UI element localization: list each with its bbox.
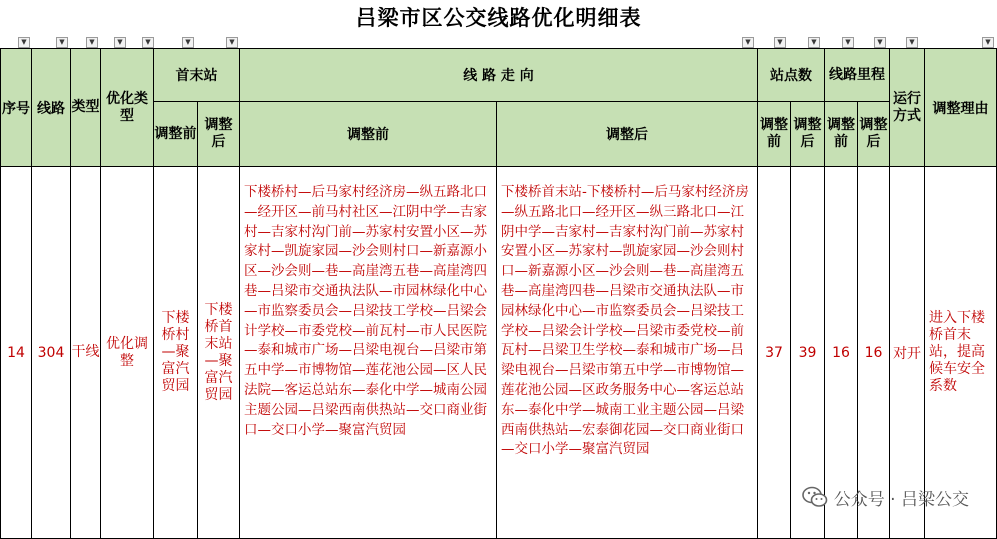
cell-opt-type: [101, 167, 154, 539]
header-stops-after: [791, 102, 825, 167]
header-run-mode-label: 运行方式: [893, 90, 921, 124]
filter-dropdown-terminal-before[interactable]: ▼: [142, 37, 154, 48]
header-stops-before: [758, 102, 791, 167]
filter-dropdown-run-mode[interactable]: ▼: [906, 37, 918, 48]
header-run-mode: [890, 49, 925, 167]
filter-dropdown-terminal-after-b[interactable]: ▼: [226, 37, 238, 48]
cell-terminal-after: [198, 167, 240, 539]
cell-mileage-after-value: 16: [864, 344, 883, 361]
wechat-watermark: [802, 482, 969, 512]
header-stop-count-label: 站点数: [770, 68, 812, 84]
header-route: [240, 49, 758, 102]
header-type-label: 类型: [71, 99, 100, 115]
header-mileage-before: [825, 102, 858, 167]
header-seq-label: 序号: [2, 100, 30, 117]
header-line-label: 线路: [37, 100, 65, 117]
header-route-after: [497, 102, 758, 167]
header-stops-before-label: 调整前: [760, 117, 788, 150]
header-terminal-before: [154, 102, 198, 167]
cell-stops-before: [758, 167, 791, 539]
filter-dropdown-line[interactable]: ▼: [56, 37, 68, 48]
header-terminal-label: 首末站: [175, 68, 218, 84]
cell-route-after: [497, 167, 758, 539]
header-mileage-after: [858, 102, 890, 167]
sheet-title: 吕梁市区公交线路优化明细表: [355, 6, 642, 30]
cell-route-before: [240, 167, 497, 539]
cell-reason-value: 进入下楼桥首末站，提高候车安全系数: [929, 310, 985, 394]
header-mileage: [825, 49, 890, 102]
cell-stops-after-value: 39: [798, 344, 817, 361]
header-mileage-before-label: 调整前: [827, 117, 855, 150]
header-terminal-after: [198, 102, 240, 167]
route-optimization-table: [0, 48, 997, 539]
header-seq: [1, 49, 32, 167]
filter-dropdown-type[interactable]: ▼: [86, 37, 98, 48]
cell-route-after-value: 下楼桥首末站-下楼桥村—后马家村经济房—纵五路北口—经开区—纵三路北口—江阴中学—吉家村—吉家村沟门前—苏家村安置小区—苏家村—凯旋家园—沙会则村口—新嘉源小区—沙会则—巷—高崖湾五巷—高崖湾四巷—吕梁市交通执法队—市园林绿化中心—市监察委员会—吕梁技工学校—吕梁会计学校—吕梁市委党校—前瓦村—吕梁卫生学校—泰和城市广场—吕梁电视台—吕梁市第五中学—市博物馆—莲花池公园—区政务服务中心—客运总站东—泰化中学—城南工业主题公园—吕梁西南供热站—宏泰御花园—交口商业街口—交口小学—聚富汽贸园: [501, 184, 749, 458]
cell-route-before-value: 下楼桥村—后马家村经济房—纵五路北口—经开区—前马村社区—江阴中学—吉家村—吉家村沟门前—苏家村安置小区—苏家村—凯旋家园—沙会则村口—新嘉源小区—沙会则—巷—高崖湾五巷—高崖湾四巷—吕梁市交通执法队—市园林绿化中心—市监察委员会—吕梁技工学校—吕梁会计学校—市委党校—前瓦村—市人民医院—泰和城市广场—吕梁电视台—吕梁市第五中学—市博物馆—莲花池公园—区人民法院—客运总站东—泰化中学—城南公园主题公园—吕梁西南供热站—交口商业街口—交口小学—聚富汽贸园: [244, 184, 487, 438]
cell-run-mode-value: 对开: [893, 345, 921, 362]
cell-type-value: 干线: [71, 344, 100, 360]
filter-dropdown-reason[interactable]: ▼: [982, 37, 994, 48]
header-stops-after-label: 调整后: [793, 117, 822, 150]
header-route-before: [240, 102, 497, 167]
cell-terminal-before: [154, 167, 198, 539]
filter-dropdown-stops-before[interactable]: ▼: [774, 37, 786, 48]
header-opt-type: [101, 49, 154, 167]
filter-dropdown-mileage-after[interactable]: ▼: [874, 37, 886, 48]
cell-opt-type-value: 优化调整: [106, 335, 148, 369]
header-terminal-after-label: 调整后: [204, 117, 233, 150]
cell-line: [32, 167, 71, 539]
cell-stops-before-value: 37: [765, 344, 783, 361]
cell-type: [71, 167, 101, 539]
cell-seq-value: 14: [7, 344, 25, 361]
header-stop-count: [758, 49, 825, 102]
header-route-before-label: 调整前: [347, 127, 389, 143]
header-route-after-label: 调整后: [606, 127, 648, 143]
header-mileage-label: 线路里程: [829, 66, 885, 83]
cell-terminal-before-value: 下楼桥村—聚富汽贸园: [161, 310, 190, 394]
wechat-icon: [802, 486, 828, 508]
header-terminal: [154, 49, 240, 102]
header-reason-label: 调整理由: [932, 100, 989, 117]
cell-mileage-before-value: 16: [832, 344, 850, 361]
header-route-label: 线 路 走 向: [463, 68, 534, 84]
cell-seq: [1, 167, 32, 539]
header-line: [32, 49, 71, 167]
autofilter-bar: [0, 36, 997, 48]
header-terminal-before-label: 调整前: [154, 125, 197, 142]
header-reason: [925, 49, 997, 167]
cell-line-value: 304: [37, 344, 65, 361]
filter-dropdown-terminal-after-a[interactable]: ▼: [182, 37, 194, 48]
header-mileage-after-label: 调整后: [859, 117, 888, 150]
cell-terminal-after-value: 下楼桥首末站—聚富汽贸园: [204, 301, 233, 403]
watermark-text: 公众号 · 吕梁公交: [833, 489, 969, 510]
filter-dropdown-stops-after[interactable]: ▼: [808, 37, 820, 48]
filter-dropdown-mileage-before[interactable]: ▼: [842, 37, 854, 48]
filter-dropdown-route-after[interactable]: ▼: [742, 37, 754, 48]
header-opt-type-label: 优化类型: [106, 90, 148, 124]
filter-dropdown-seq[interactable]: ▼: [18, 37, 30, 48]
filter-dropdown-opt-type[interactable]: ▼: [114, 37, 126, 48]
header-type: [71, 49, 101, 167]
